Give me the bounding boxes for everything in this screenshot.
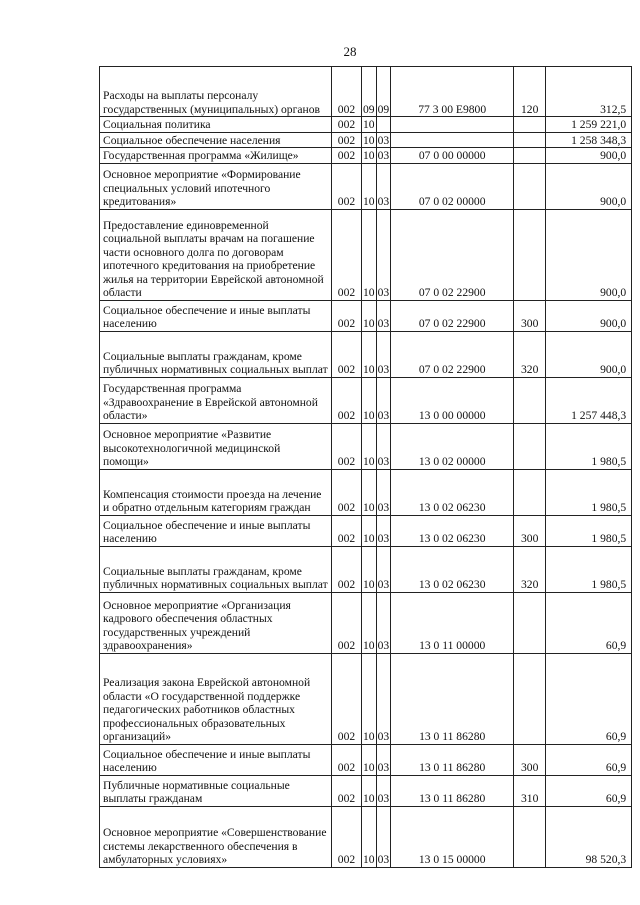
table-row: [100, 592, 632, 653]
row-amount: 1 259 221,0: [546, 117, 632, 133]
row-name: Основное мероприятие «Организация кадрового обеспечения областных государственных учреждений здравоохранения»: [100, 592, 332, 653]
row-name: Социальное обеспечение и иные выплаты населению: [100, 300, 332, 331]
row-ministry-code: 002: [332, 423, 362, 469]
row-ministry-code: 002: [332, 744, 362, 775]
row-ministry-code: 002: [332, 377, 362, 423]
table-row: [100, 515, 632, 546]
row-subsection-code: 03: [376, 653, 391, 744]
row-name: Социальная политика: [100, 117, 332, 133]
row-subsection-code: 03: [376, 423, 391, 469]
row-target-article: 07 0 02 22900: [391, 209, 514, 300]
row-target-article: 13 0 00 00000: [391, 377, 514, 423]
row-amount: 60,9: [546, 744, 632, 775]
row-amount: 60,9: [546, 775, 632, 806]
row-target-article: 07 0 02 22900: [391, 300, 514, 331]
row-section-code: 10: [362, 209, 377, 300]
row-amount: 900,0: [546, 331, 632, 377]
row-name: Публичные нормативные социальные выплаты гражданам: [100, 775, 332, 806]
row-ministry-code: 002: [332, 67, 362, 117]
row-name: Реализация закона Еврейской автономной области «О государственной поддержке педагогических работников областных профессиональных образовательных организаций»: [100, 653, 332, 744]
row-subsection-code: 03: [376, 515, 391, 546]
table-row: [100, 653, 632, 744]
row-section-code: 10: [362, 546, 377, 592]
row-section-code: 10: [362, 423, 377, 469]
row-expense-type: [514, 653, 546, 744]
row-subsection-code: 03: [376, 331, 391, 377]
row-target-article: 13 0 02 06230: [391, 469, 514, 515]
row-target-article: 13 0 15 00000: [391, 806, 514, 867]
row-subsection-code: [376, 117, 391, 133]
row-section-code: 10: [362, 592, 377, 653]
row-amount: 900,0: [546, 209, 632, 300]
row-ministry-code: 002: [332, 163, 362, 209]
row-amount: 900,0: [546, 300, 632, 331]
row-expense-type: [514, 592, 546, 653]
row-expense-type: [514, 148, 546, 164]
row-amount: 1 258 348,3: [546, 132, 632, 148]
row-section-code: 10: [362, 331, 377, 377]
row-ministry-code: 002: [332, 546, 362, 592]
row-section-code: 10: [363, 149, 375, 162]
row-name: Основное мероприятие «Формирование специальных условий ипотечного кредитования»: [100, 163, 332, 209]
table-row: [100, 117, 632, 133]
row-name: Основное мероприятие «Совершенствование системы лекарственного обеспечения в амбулаторных условиях»: [100, 806, 332, 867]
row-ministry-code: 002: [332, 806, 362, 867]
row-section-code: 10: [362, 469, 377, 515]
row-amount: 900,0: [546, 148, 632, 164]
row-expense-type: 120: [514, 67, 546, 117]
row-ministry-code: 002: [332, 653, 362, 744]
row-subsection-code: 03: [376, 592, 391, 653]
row-expense-type: 320: [514, 546, 546, 592]
row-section-code: 10: [362, 163, 377, 209]
row-target-article: 07 0 02 22900: [391, 331, 514, 377]
row-section-code: 10: [362, 775, 377, 806]
row-ministry-code: 002: [332, 209, 362, 300]
table-row: [100, 132, 632, 148]
row-ministry-code: 002: [332, 515, 362, 546]
row-target-article: 77 3 00 Е9800: [391, 67, 514, 117]
table-row: [100, 300, 632, 331]
row-target-article: 13 0 11 86280: [391, 775, 514, 806]
row-subsection-code: 03: [377, 149, 390, 162]
row-expense-type: 310: [514, 775, 546, 806]
row-target-article: 13 0 11 86280: [391, 744, 514, 775]
row-name: Социальные выплаты гражданам, кроме публичных нормативных социальных выплат: [100, 546, 332, 592]
row-ministry-code: 002: [332, 132, 362, 148]
row-expense-type: 300: [514, 744, 546, 775]
row-expense-type: [514, 209, 546, 300]
row-subsection-code: 03: [376, 163, 391, 209]
row-target-article: [391, 117, 514, 133]
row-target-article: [391, 132, 514, 148]
row-amount: 1 980,5: [546, 546, 632, 592]
row-expense-type: [514, 469, 546, 515]
row-expense-type: 300: [514, 515, 546, 546]
row-subsection-code: 09: [376, 67, 391, 117]
row-subsection-code: 03: [377, 133, 390, 147]
row-target-article: 07 0 02 00000: [391, 163, 514, 209]
row-section-code: 10: [362, 300, 377, 331]
row-expense-type: [514, 806, 546, 867]
row-ministry-code: 002: [332, 775, 362, 806]
table-row: [100, 209, 632, 300]
table-row: [100, 546, 632, 592]
row-section-code: 10: [362, 515, 377, 546]
row-amount: 60,9: [546, 653, 632, 744]
row-section-code: 10: [363, 133, 375, 147]
row-target-article: 13 0 02 00000: [391, 423, 514, 469]
table-row: [100, 806, 632, 867]
row-amount: 900,0: [546, 163, 632, 209]
row-expense-type: [514, 163, 546, 209]
table-row: [100, 775, 632, 806]
row-ministry-code: 002: [332, 592, 362, 653]
row-target-article: 13 0 02 06230: [391, 515, 514, 546]
row-name: Расходы на выплаты персоналу государственных (муниципальных) органов: [100, 67, 332, 117]
row-name: Социальное обеспечение населения: [100, 132, 332, 148]
row-subsection-code: 03: [376, 377, 391, 423]
row-target-article: 07 0 00 00000: [391, 148, 514, 164]
row-subsection-code: 03: [376, 806, 391, 867]
row-subsection-code: 03: [376, 469, 391, 515]
table-row: [100, 67, 632, 117]
row-expense-type: 300: [514, 300, 546, 331]
row-subsection-code: 03: [376, 209, 391, 300]
row-ministry-code: 002: [332, 300, 362, 331]
row-target-article: 13 0 02 06230: [391, 546, 514, 592]
budget-table: [99, 66, 632, 868]
row-amount: 1 980,5: [546, 423, 632, 469]
row-name: Компенсация стоимости проезда на лечение и обратно отдельным категориям граждан: [100, 469, 332, 515]
row-name: Социальное обеспечение и иные выплаты населению: [100, 744, 332, 775]
row-expense-type: [514, 377, 546, 423]
row-name: Социальное обеспечение и иные выплаты населению: [100, 515, 332, 546]
row-section-code: 10: [362, 653, 377, 744]
row-target-article: 13 0 11 00000: [391, 592, 514, 653]
row-amount: 312,5: [546, 67, 632, 117]
table-row: [100, 377, 632, 423]
row-amount: 60,9: [546, 592, 632, 653]
row-name: Государственная программа «Жилище»: [100, 148, 332, 164]
table-row: [100, 469, 632, 515]
table-row: [100, 423, 632, 469]
row-section-code: 09: [362, 67, 377, 117]
row-section-code: 10: [362, 377, 377, 423]
row-expense-type: [514, 423, 546, 469]
row-subsection-code: 03: [376, 300, 391, 331]
row-ministry-code: 002: [332, 331, 362, 377]
row-ministry-code: 002: [332, 117, 362, 133]
table-row: [100, 163, 632, 209]
table-row: [100, 148, 632, 164]
row-amount: 1 980,5: [546, 469, 632, 515]
table-row: [100, 744, 632, 775]
row-target-article: 13 0 11 86280: [391, 653, 514, 744]
row-section-code: 10: [363, 118, 375, 131]
row-amount: 98 520,3: [546, 806, 632, 867]
table-row: [100, 331, 632, 377]
row-section-code: 10: [362, 744, 377, 775]
row-ministry-code: 002: [332, 148, 362, 164]
row-subsection-code: 03: [376, 744, 391, 775]
page-number: 28: [343, 44, 357, 59]
row-amount: 1 980,5: [546, 515, 632, 546]
row-name: Государственная программа «Здравоохранение в Еврейской автономной области»: [100, 377, 332, 423]
row-subsection-code: 03: [376, 775, 391, 806]
row-expense-type: [514, 132, 546, 148]
row-name: Социальные выплаты гражданам, кроме публичных нормативных социальных выплат: [100, 331, 332, 377]
row-name: Предоставление единовременной социальной выплаты врачам на погашение части основного долга по договорам ипотечного кредитования на приобретение жилья на территории Еврейской автономной области: [100, 209, 332, 300]
row-name: Основное мероприятие «Развитие высокотехнологичной медицинской помощи»: [100, 423, 332, 469]
row-subsection-code: 03: [376, 546, 391, 592]
row-amount: 1 257 448,3: [546, 377, 632, 423]
row-expense-type: 320: [514, 331, 546, 377]
row-section-code: 10: [362, 806, 377, 867]
row-ministry-code: 002: [332, 469, 362, 515]
row-expense-type: [514, 117, 546, 133]
